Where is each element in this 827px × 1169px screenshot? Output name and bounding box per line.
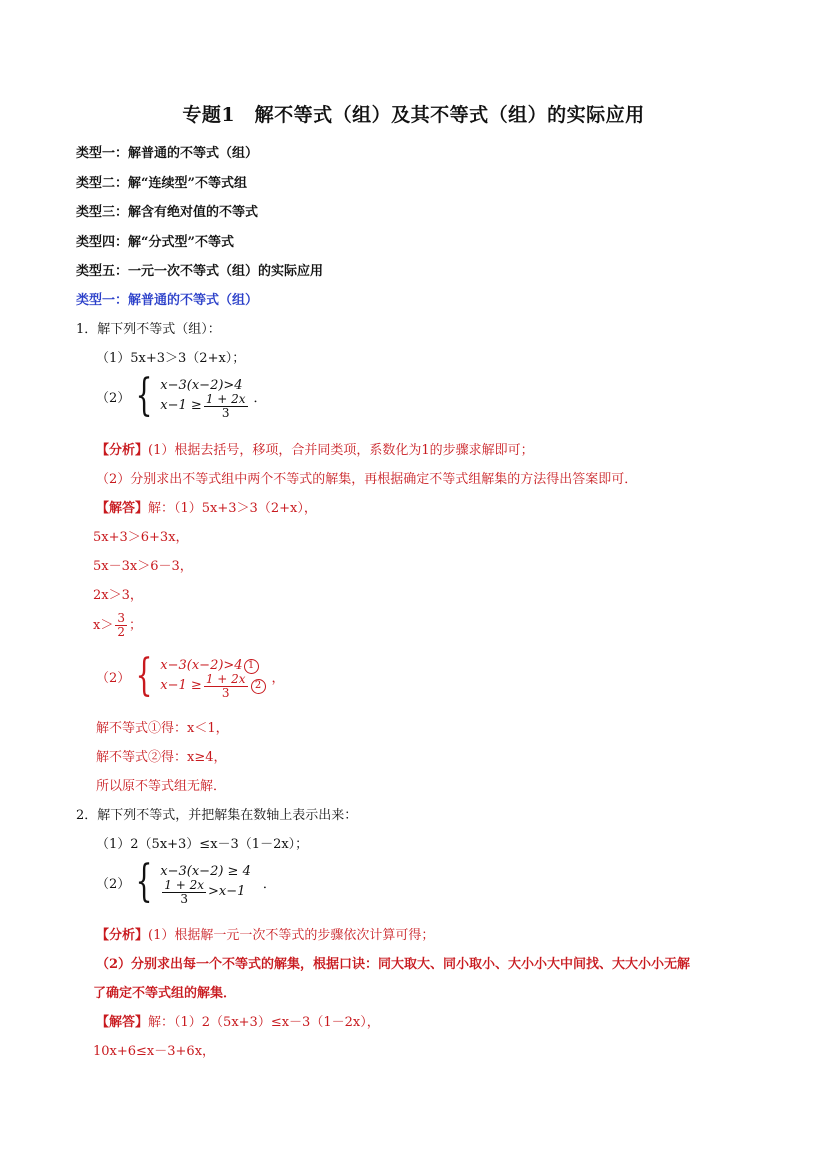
q1-part2-system: [96, 370, 267, 421]
fraction-numerator: 3: [117, 611, 125, 625]
answer-label: 【解答】: [96, 1015, 149, 1030]
s2-suffix: ，: [271, 670, 285, 686]
answer-head-text: 解：（1）2（5x+3）≤x－3（1－2x），: [148, 1015, 380, 1030]
q1-stem: 1．解下列不等式（组）：: [76, 322, 221, 337]
answer-head-text: 解：（1）5x+3＞3（2+x），: [148, 501, 317, 516]
circled-number-icon: 1: [244, 659, 259, 674]
left-brace-icon: {: [135, 856, 153, 907]
q2-answer-head: [96, 1015, 380, 1031]
q1-step-2: 5x－3x＞6－3，: [93, 559, 193, 574]
q1-part2-fraction: [204, 393, 248, 420]
toc-item-1: 类型一：解普通的不等式（组）: [76, 146, 259, 161]
q1-step-3: 2x＞3，: [93, 588, 143, 603]
s2-prefix: （2）: [96, 670, 131, 686]
q1-solution-system: [96, 650, 285, 701]
s2-row1: x−3(x−2)>4: [160, 658, 243, 673]
analysis-text-1: (1）根据解一元一次不等式的步骤依次计算可得；: [148, 928, 435, 943]
q1-analysis-1: [96, 443, 534, 459]
q2-step-1: 10x+6≤x－3+6x，: [93, 1044, 216, 1059]
step4-right: ；: [128, 617, 142, 633]
step4-fraction: [115, 612, 127, 639]
analysis-label: 【分析】: [96, 443, 149, 458]
q1-part1: （1）5x+3＞3（2+x）；: [96, 351, 246, 366]
analysis-text-1: (1）根据去括号，移项，合并同类项，系数化为1的步骤求解即可；: [148, 443, 534, 458]
fraction-numerator: 1 + 2x: [205, 391, 246, 406]
q2-stem: 2．解下列不等式，并把解集在数轴上表示出来：: [76, 808, 358, 823]
left-brace-icon: {: [135, 650, 153, 701]
s2-row2-left: x−1 ≥: [160, 678, 202, 693]
q1-answer-head: [96, 501, 317, 517]
q1-solution-2: 解不等式②得：x≥4，: [96, 750, 227, 765]
toc-item-5: 类型五：一元一次不等式（组）的实际应用: [76, 264, 324, 279]
analysis-label: 【分析】: [96, 928, 149, 943]
q2-part1: （1）2（5x+3）≤x－3（1－2x）；: [96, 837, 309, 852]
q2-analysis-1: [96, 928, 434, 944]
q2-analysis-3: 了确定不等式组的解集．: [93, 986, 237, 1001]
q2-analysis-2: （2）分别求出每一个不等式的解集，根据口诀：同大取大、同小取小、大小小大中间找、大大小小无解: [96, 957, 691, 972]
q2-part2-row2-right: >x−1: [208, 884, 246, 899]
q1-solution-1: 解不等式①得：x＜1，: [96, 721, 229, 736]
q2-part2-suffix: ．: [262, 876, 276, 892]
q1-part2-suffix: ．: [253, 390, 267, 406]
toc-item-3: 类型三：解含有绝对值的不等式: [76, 205, 259, 220]
fraction-denominator: 2: [117, 625, 125, 639]
toc-item-4: 类型四：解“分式型”不等式: [76, 235, 234, 250]
fraction-numerator: 1 + 2x: [205, 671, 246, 686]
toc-item-2: 类型二：解“连续型”不等式组: [76, 176, 247, 191]
q1-step-1: 5x+3＞6+3x，: [93, 530, 189, 545]
q2-part2-prefix: （2）: [96, 876, 131, 892]
answer-label: 【解答】: [96, 501, 149, 516]
q1-conclusion: 所以原不等式组无解．: [96, 779, 227, 794]
q2-part2-system: [96, 856, 276, 907]
section-heading: 类型一：解普通的不等式（组）: [76, 293, 259, 308]
fraction-denominator: 3: [180, 891, 188, 906]
q1-part2-row1: x−3(x−2)>4: [160, 378, 243, 393]
fraction-denominator: 3: [221, 405, 230, 420]
q1-part2-prefix: （2）: [96, 390, 131, 406]
fraction-denominator: 3: [221, 685, 230, 700]
circled-number-icon: 2: [251, 679, 266, 694]
q1-part2-row2-left: x−1 ≥: [160, 398, 202, 413]
fraction-numerator: 1 + 2x: [164, 877, 205, 892]
q1-analysis-2: （2）分别求出不等式组中两个不等式的解集，再根据确定不等式组解集的方法得出答案即可．: [96, 472, 638, 487]
q2-part2-row1: x−3(x−2) ≥ 4: [160, 864, 251, 879]
page-title: 专题1 解不等式（组）及其不等式（组）的实际应用: [182, 104, 645, 126]
q1-step-4: [93, 612, 142, 639]
s2-fraction: [204, 673, 248, 700]
step4-left: x＞: [93, 617, 114, 633]
left-brace-icon: {: [135, 370, 153, 421]
q2-part2-fraction: [162, 879, 206, 906]
